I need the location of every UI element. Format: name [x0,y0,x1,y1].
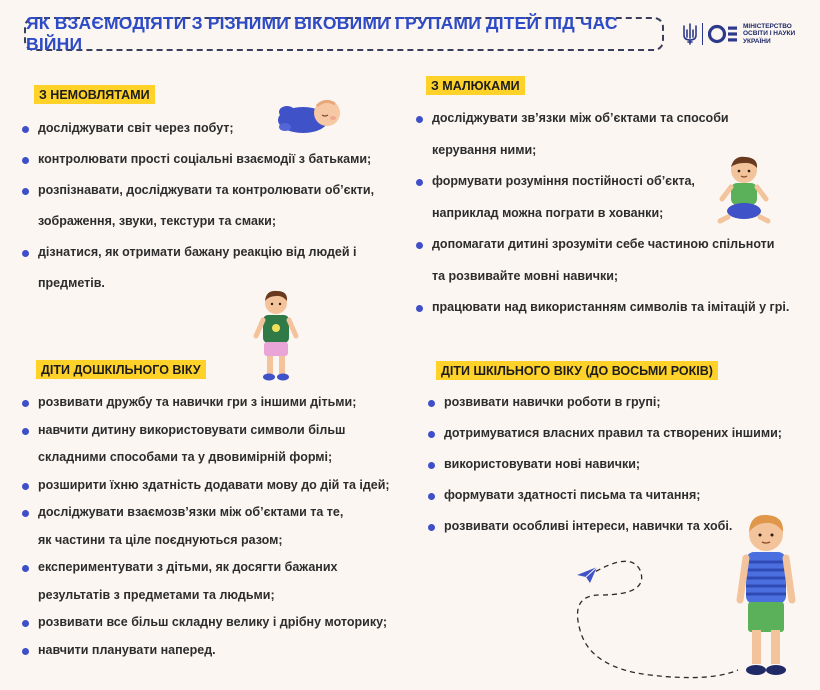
list-item: досліджувати зв’язки між об’єктами та способи [416,111,789,143]
schoolboy-illustration [736,512,796,682]
section-preschool [22,360,390,670]
toddler-sitting-illustration [716,155,772,227]
list-item: розвивати дружбу та навички гри з іншими дітьми; [22,395,390,423]
list-item: дізнатися, як отримати бажану реакцію від людей і [22,245,374,276]
list-item: формувати здатності письма та читання; [428,488,782,519]
section-title: З НЕМОВЛЯТАМИ [34,85,155,104]
list-item: результатів з предметами та людьми; [38,587,275,602]
ministry-logo [682,20,812,48]
section-school [428,361,782,550]
list-item: зображення, звуки, текстури та смаки; [38,214,277,228]
section-title: З МАЛЮКАМИ [426,76,525,95]
list-item: розпізнавати, досліджувати та контролювати об’єкти, [22,183,374,214]
paper-plane-icon [576,566,598,584]
list-item: предметів. [38,276,105,290]
page-title: ЯК ВЗАЄМОДІЯТИ З РІЗНИМИ ВІКОВИМИ ГРУПАМИ ДІТЕЙ ПІД ЧАС ВІЙНИ [24,17,664,51]
preschooler-illustration [250,290,300,384]
list-item: досліджувати взаємозв’язки між об’єктами та те, [22,505,390,533]
list-item: формувати розуміння постійності об’єкта, [416,174,789,206]
list-item: розвивати особливі інтереси, навички та хобі. [428,519,782,550]
ministry-name: МІНІСТЕРСТВО ОСВІТИ І НАУКИ УКРАЇНИ [743,22,796,45]
list-item: розширити їхню здатність додавати мову до дій та ідей; [22,478,390,506]
list-item: контролювати прості соціальні взаємодії з батьками; [22,152,374,183]
list-item: навчити дитину використовувати символи більш [22,423,390,451]
list-item: працювати над використанням символів та імітацій у грі. [416,300,789,332]
list-item: розвивати все більш складну велику і дрібну моторику; [22,615,390,643]
preschool-list [22,395,390,670]
list-item: як частини та ціле поєднуються разом; [38,532,283,547]
list-item: досліджувати світ через побут; [22,121,374,152]
list-item: дотримуватися власних правил та створених іншими; [428,426,782,457]
infants-list [22,121,374,307]
list-item: складними способами та у двовимірній формі; [38,450,333,464]
list-item: керування ними; [432,142,537,157]
trident-icon [682,23,698,45]
list-item: допомагати дитині зрозуміти себе частиною спільноти [416,237,789,269]
school-list [428,395,782,550]
list-item: розвивати навички роботи в групі; [428,395,782,426]
sleeping-baby-illustration [273,96,345,136]
list-item: та розвивайте мовні навички; [432,268,619,283]
mon-mark-icon [708,23,738,45]
list-item: навчити планувати наперед. [22,643,390,671]
logo-divider [702,23,703,45]
list-item: експериментувати з дітьми, як досягти бажаних [22,560,390,588]
list-item: наприклад можна пограти в хованки; [432,205,664,220]
section-title: ДІТИ ШКІЛЬНОГО ВІКУ (ДО ВОСЬМИ РОКІВ) [436,361,718,380]
section-title: ДІТИ ДОШКІЛЬНОГО ВІКУ [36,360,206,379]
list-item: використовувати нові навички; [428,457,782,488]
